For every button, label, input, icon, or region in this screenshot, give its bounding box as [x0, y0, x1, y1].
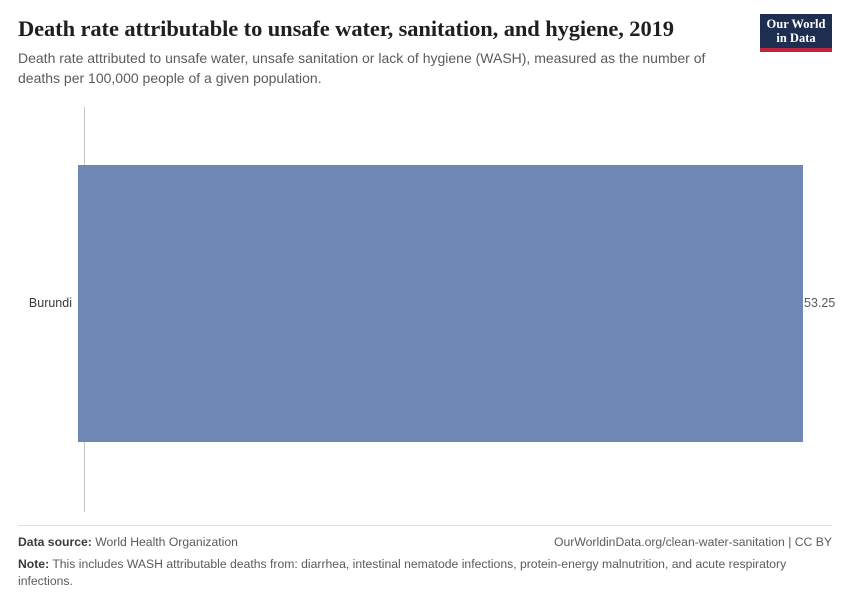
footer-note-value: This includes WASH attributable deaths from: diarrhea, intestinal nematode infections, protein-energy malnutrition, and acute respiratory infections.: [18, 556, 787, 588]
footer-source-row: [18, 535, 832, 549]
chart-plot-area: [18, 107, 836, 512]
data-source: [18, 535, 238, 549]
chart-footer: [18, 525, 832, 590]
bar-burundi[interactable]: [78, 165, 803, 442]
page-title: Death rate attributable to unsafe water, sanitation, and hygiene, 2019: [18, 16, 674, 41]
footer-note: [18, 556, 808, 590]
chart-header: [18, 16, 832, 89]
data-source-label: Data source:: [18, 534, 92, 549]
data-source-value: World Health Organization: [95, 534, 238, 549]
bar-track: [78, 165, 836, 442]
footer-note-label: Note:: [18, 556, 50, 571]
chart-subtitle: Death rate attributed to unsafe water, unsafe sanitation or lack of hygiene (WASH), measured as the number of deaths per 100,000 people of a given population.: [18, 49, 706, 86]
owid-logo[interactable]: [760, 14, 832, 52]
owid-logo-line2: in Data: [776, 30, 816, 45]
owid-logo-line1: Our World: [766, 17, 826, 31]
bar-value-label: 53.25: [804, 296, 836, 311]
bar-category-label: Burundi: [28, 296, 72, 311]
footer-link[interactable]: OurWorldinData.org/clean-water-sanitation | CC BY: [554, 534, 832, 549]
bar-row: [18, 165, 836, 442]
